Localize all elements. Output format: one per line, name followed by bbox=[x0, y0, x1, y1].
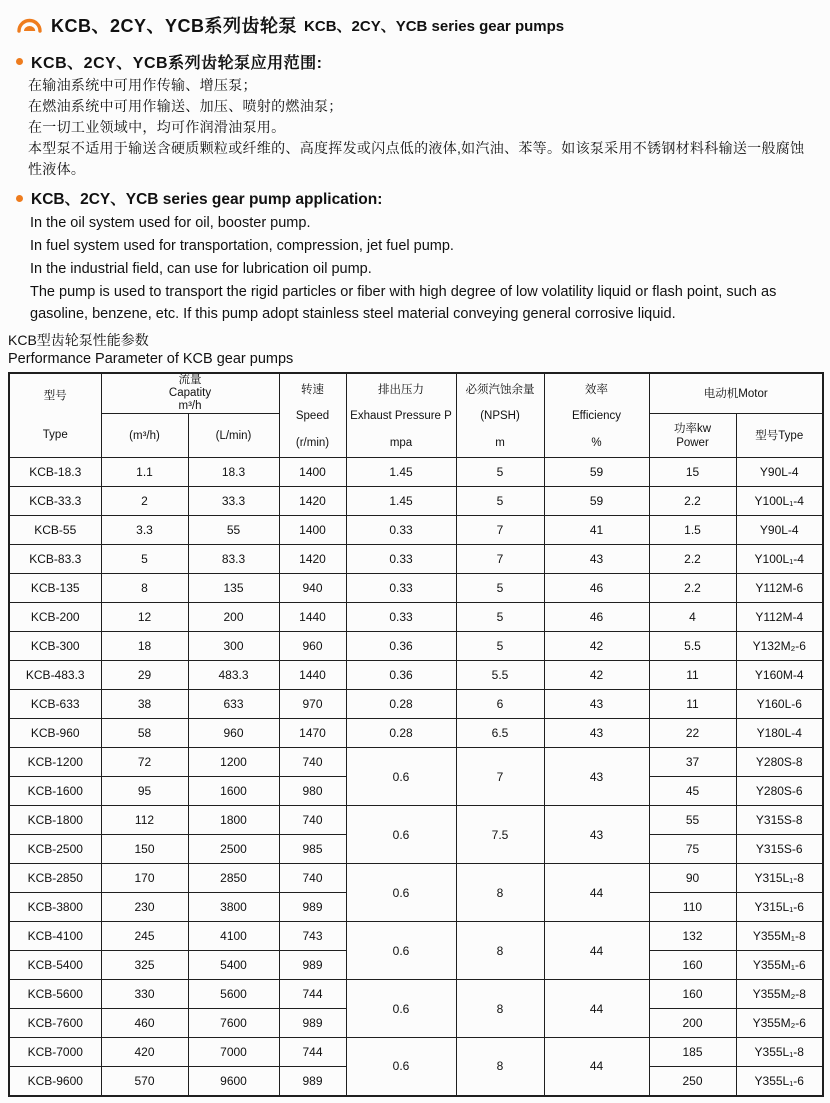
table-cell: 980 bbox=[279, 777, 346, 806]
table-cell: 18.3 bbox=[188, 458, 279, 487]
table-cell: 0.6 bbox=[346, 864, 456, 922]
table-row bbox=[9, 661, 823, 690]
table-cell: 58 bbox=[101, 719, 188, 748]
table-cell: KCB-5600 bbox=[9, 980, 101, 1009]
table-cell: 5.5 bbox=[456, 661, 544, 690]
table-cell: Y315L₁-8 bbox=[736, 864, 823, 893]
en-paragraph: The pump is used to transport the rigid particles or fiber with high degree of low volatility liquid or flash point, such as gasoline, benzene, etc. If this pump adopt stainless steel material conveying general corrosive liquid. bbox=[30, 284, 777, 322]
table-row bbox=[9, 719, 823, 748]
table-cell: 1470 bbox=[279, 719, 346, 748]
table-cell: 160 bbox=[649, 951, 736, 980]
col-header-m3h: (m³/h) bbox=[101, 414, 188, 458]
table-cell: 72 bbox=[101, 748, 188, 777]
table-cell: 6 bbox=[456, 690, 544, 719]
table-cell: 7000 bbox=[188, 1038, 279, 1067]
table-cell: 110 bbox=[649, 893, 736, 922]
table-cell: Y180L-4 bbox=[736, 719, 823, 748]
brand-arc-icon bbox=[16, 17, 43, 34]
table-cell: 0.6 bbox=[346, 1038, 456, 1096]
table-cell: 570 bbox=[101, 1067, 188, 1096]
table-cell: 5400 bbox=[188, 951, 279, 980]
table-cell: KCB-83.3 bbox=[9, 545, 101, 574]
table-cell: 43 bbox=[544, 806, 649, 864]
table-cell: 1.5 bbox=[649, 516, 736, 545]
section-body-cn bbox=[28, 75, 830, 180]
table-cell: 740 bbox=[279, 748, 346, 777]
table-cell: 11 bbox=[649, 661, 736, 690]
table-cell: 5 bbox=[456, 574, 544, 603]
table-cell: 460 bbox=[101, 1009, 188, 1038]
table-cell: 38 bbox=[101, 690, 188, 719]
col-header-type: 型号 Type bbox=[9, 373, 101, 458]
table-cell: Y160M-4 bbox=[736, 661, 823, 690]
table-cell: KCB-9600 bbox=[9, 1067, 101, 1096]
table-cell: 5 bbox=[101, 545, 188, 574]
table-cell: 3.3 bbox=[101, 516, 188, 545]
table-cell: 46 bbox=[544, 603, 649, 632]
table-cell: 744 bbox=[279, 980, 346, 1009]
table-cell: KCB-4100 bbox=[9, 922, 101, 951]
col-header-motor: 电动机Motor bbox=[649, 373, 823, 414]
table-cell: 940 bbox=[279, 574, 346, 603]
table-cell: 8 bbox=[101, 574, 188, 603]
table-cell: 0.36 bbox=[346, 661, 456, 690]
table-cell: 5 bbox=[456, 458, 544, 487]
table-cell: Y90L-4 bbox=[736, 516, 823, 545]
table-body bbox=[9, 458, 823, 1096]
table-cell: 7.5 bbox=[456, 806, 544, 864]
table-row bbox=[9, 603, 823, 632]
table-cell: 75 bbox=[649, 835, 736, 864]
table-cell: Y112M-4 bbox=[736, 603, 823, 632]
table-cell: 0.6 bbox=[346, 922, 456, 980]
table-cell: 989 bbox=[279, 893, 346, 922]
table-cell: 22 bbox=[649, 719, 736, 748]
table-cell: 44 bbox=[544, 864, 649, 922]
table-row bbox=[9, 864, 823, 893]
table-cell: 7 bbox=[456, 748, 544, 806]
table-cell: 200 bbox=[649, 1009, 736, 1038]
table-cell: KCB-33.3 bbox=[9, 487, 101, 516]
table-row bbox=[9, 487, 823, 516]
table-cell: 8 bbox=[456, 922, 544, 980]
table-cell: KCB-135 bbox=[9, 574, 101, 603]
table-cell: 230 bbox=[101, 893, 188, 922]
table-cell: 1420 bbox=[279, 545, 346, 574]
table-cell: 5 bbox=[456, 632, 544, 661]
en-line: In the industrial field, can use for lubrication oil pump. bbox=[30, 261, 372, 277]
table-cell: 985 bbox=[279, 835, 346, 864]
table-cell: 0.33 bbox=[346, 516, 456, 545]
cn-line: 在输油系统中可用作传输、增压泵； bbox=[28, 77, 257, 93]
page-title-en: KCB、2CY、YCB series gear pumps bbox=[304, 17, 565, 35]
table-cell: KCB-2850 bbox=[9, 864, 101, 893]
table-cell: KCB-2500 bbox=[9, 835, 101, 864]
table-cell: 170 bbox=[101, 864, 188, 893]
table-cell: 2500 bbox=[188, 835, 279, 864]
table-cell: 42 bbox=[544, 661, 649, 690]
table-cell: 6.5 bbox=[456, 719, 544, 748]
table-cell: 185 bbox=[649, 1038, 736, 1067]
table-cell: 18 bbox=[101, 632, 188, 661]
table-cell: 5 bbox=[456, 603, 544, 632]
table-cell: 4 bbox=[649, 603, 736, 632]
table-cell: 989 bbox=[279, 951, 346, 980]
table-cell: 1.45 bbox=[346, 458, 456, 487]
table-cell: 200 bbox=[188, 603, 279, 632]
table-cell: KCB-300 bbox=[9, 632, 101, 661]
table-cell: 160 bbox=[649, 980, 736, 1009]
col-header-lmin: (L/min) bbox=[188, 414, 279, 458]
table-cell: 95 bbox=[101, 777, 188, 806]
bullet-icon bbox=[16, 195, 23, 202]
table-cell: 46 bbox=[544, 574, 649, 603]
col-header-npsh: 必须汽蚀余量 (NPSH) m bbox=[456, 373, 544, 458]
table-cell: Y132M₂-6 bbox=[736, 632, 823, 661]
table-cell: 744 bbox=[279, 1038, 346, 1067]
table-cell: 11 bbox=[649, 690, 736, 719]
table-row bbox=[9, 545, 823, 574]
table-cell: 960 bbox=[188, 719, 279, 748]
table-cell: 1400 bbox=[279, 516, 346, 545]
table-cell: 135 bbox=[188, 574, 279, 603]
table-cell: 1200 bbox=[188, 748, 279, 777]
table-cell: 740 bbox=[279, 864, 346, 893]
table-cell: 1420 bbox=[279, 487, 346, 516]
table-cell: KCB-7600 bbox=[9, 1009, 101, 1038]
table-cell: Y355M₁-6 bbox=[736, 951, 823, 980]
table-cell: 8 bbox=[456, 1038, 544, 1096]
table-cell: 3800 bbox=[188, 893, 279, 922]
table-cell: 960 bbox=[279, 632, 346, 661]
table-cell: 1.45 bbox=[346, 487, 456, 516]
table-row bbox=[9, 1038, 823, 1067]
table-cell: KCB-3800 bbox=[9, 893, 101, 922]
table-cell: KCB-1800 bbox=[9, 806, 101, 835]
table-cell: 41 bbox=[544, 516, 649, 545]
table-cell: 33.3 bbox=[188, 487, 279, 516]
table-row bbox=[9, 458, 823, 487]
table-cell: 245 bbox=[101, 922, 188, 951]
table-cell: 55 bbox=[649, 806, 736, 835]
table-cell: 325 bbox=[101, 951, 188, 980]
section-body-en bbox=[30, 212, 830, 325]
table-cell: 0.28 bbox=[346, 719, 456, 748]
table-cell: 0.6 bbox=[346, 980, 456, 1038]
table-cell: 59 bbox=[544, 458, 649, 487]
table-cell: 0.33 bbox=[346, 574, 456, 603]
en-line: In the oil system used for oil, booster pump. bbox=[30, 215, 311, 231]
table-cell: 45 bbox=[649, 777, 736, 806]
table-cell: 43 bbox=[544, 690, 649, 719]
table-cell: 0.33 bbox=[346, 545, 456, 574]
table-row bbox=[9, 690, 823, 719]
table-cell: 7 bbox=[456, 545, 544, 574]
col-header-pressure: 排出压力 Exhaust Pressure P mpa bbox=[346, 373, 456, 458]
table-cell: KCB-7000 bbox=[9, 1038, 101, 1067]
table-cell: 150 bbox=[101, 835, 188, 864]
table-cell: Y355L₁-6 bbox=[736, 1067, 823, 1096]
table-row bbox=[9, 980, 823, 1009]
page-header bbox=[16, 12, 830, 38]
table-cell: Y355M₂-8 bbox=[736, 980, 823, 1009]
table-cell: 8 bbox=[456, 864, 544, 922]
table-title-en: Performance Parameter of KCB gear pumps bbox=[8, 351, 294, 367]
table-row bbox=[9, 748, 823, 777]
table-cell: 37 bbox=[649, 748, 736, 777]
table-cell: 5600 bbox=[188, 980, 279, 1009]
col-header-efficiency: 效率 Efficiency % bbox=[544, 373, 649, 458]
col-header-power: 功率kw Power bbox=[649, 414, 736, 458]
table-cell: Y100L₁-4 bbox=[736, 487, 823, 516]
table-cell: Y315S-6 bbox=[736, 835, 823, 864]
table-cell: 1.1 bbox=[101, 458, 188, 487]
table-cell: Y160L-6 bbox=[736, 690, 823, 719]
table-row bbox=[9, 806, 823, 835]
section-heading-cn-label: KCB、2CY、YCB系列齿轮泵应用范围: bbox=[31, 55, 323, 72]
table-cell: 740 bbox=[279, 806, 346, 835]
table-cell: 43 bbox=[544, 748, 649, 806]
table-cell: 0.6 bbox=[346, 806, 456, 864]
table-cell: 7 bbox=[456, 516, 544, 545]
table-cell: 7600 bbox=[188, 1009, 279, 1038]
table-cell: Y280S-6 bbox=[736, 777, 823, 806]
table-cell: 330 bbox=[101, 980, 188, 1009]
table-cell: 43 bbox=[544, 719, 649, 748]
table-cell: 743 bbox=[279, 922, 346, 951]
table-cell: Y315L₁-6 bbox=[736, 893, 823, 922]
table-cell: 44 bbox=[544, 980, 649, 1038]
table-cell: KCB-5400 bbox=[9, 951, 101, 980]
col-header-motor-type: 型号Type bbox=[736, 414, 823, 458]
table-cell: 483.3 bbox=[188, 661, 279, 690]
table-cell: 42 bbox=[544, 632, 649, 661]
cn-line: 在一切工业领域中，均可作润滑油泵用。 bbox=[28, 119, 286, 135]
table-cell: KCB-1600 bbox=[9, 777, 101, 806]
table-cell: 2.2 bbox=[649, 574, 736, 603]
table-cell: 112 bbox=[101, 806, 188, 835]
table-cell: 0.6 bbox=[346, 748, 456, 806]
table-cell: 0.28 bbox=[346, 690, 456, 719]
table-cell: KCB-18.3 bbox=[9, 458, 101, 487]
table-cell: KCB-483.3 bbox=[9, 661, 101, 690]
table-cell: 970 bbox=[279, 690, 346, 719]
table-cell: 633 bbox=[188, 690, 279, 719]
table-cell: 8 bbox=[456, 980, 544, 1038]
table-cell: 0.33 bbox=[346, 603, 456, 632]
en-line: In fuel system used for transportation, compression, jet fuel pump. bbox=[30, 238, 454, 254]
table-cell: 2850 bbox=[188, 864, 279, 893]
table-cell: 1400 bbox=[279, 458, 346, 487]
table-cell: 2 bbox=[101, 487, 188, 516]
col-header-speed: 转速 Speed (r/min) bbox=[279, 373, 346, 458]
table-cell: 55 bbox=[188, 516, 279, 545]
table-row bbox=[9, 922, 823, 951]
table-cell: 15 bbox=[649, 458, 736, 487]
table-cell: 9600 bbox=[188, 1067, 279, 1096]
table-cell: KCB-200 bbox=[9, 603, 101, 632]
section-heading-en-label: KCB、2CY、YCB series gear pump application: bbox=[31, 191, 383, 208]
table-cell: 250 bbox=[649, 1067, 736, 1096]
bullet-icon bbox=[16, 58, 23, 65]
table-cell: 2.2 bbox=[649, 487, 736, 516]
table-cell: 44 bbox=[544, 1038, 649, 1096]
table-cell: KCB-633 bbox=[9, 690, 101, 719]
table-cell: 132 bbox=[649, 922, 736, 951]
table-cell: Y90L-4 bbox=[736, 458, 823, 487]
table-cell: 300 bbox=[188, 632, 279, 661]
table-cell: Y355M₁-8 bbox=[736, 922, 823, 951]
table-cell: Y315S-8 bbox=[736, 806, 823, 835]
table-cell: 1440 bbox=[279, 603, 346, 632]
cn-line: 在燃油系统中可用作输送、加压、喷射的燃油泵； bbox=[28, 98, 343, 114]
table-cell: Y112M-6 bbox=[736, 574, 823, 603]
table-row bbox=[9, 574, 823, 603]
page-title-cn: KCB、2CY、YCB系列齿轮泵 bbox=[51, 16, 298, 36]
section-heading-cn bbox=[16, 50, 830, 73]
table-cell: 989 bbox=[279, 1009, 346, 1038]
table-cell: 2.2 bbox=[649, 545, 736, 574]
table-cell: 44 bbox=[544, 922, 649, 980]
table-cell: 90 bbox=[649, 864, 736, 893]
section-heading-en bbox=[16, 187, 830, 209]
table-cell: 1440 bbox=[279, 661, 346, 690]
cn-line: 本型泵不适用于输送含硬质颗粒或纤维的、高度挥发或闪点低的液体,如汽油、苯等。如该泵采用不锈钢材料科输送一般腐蚀性液体。 bbox=[28, 140, 805, 177]
table-cell: 59 bbox=[544, 487, 649, 516]
table-cell: 0.36 bbox=[346, 632, 456, 661]
table-cell: 1800 bbox=[188, 806, 279, 835]
performance-table bbox=[8, 372, 824, 1097]
table-cell: Y100L₁-4 bbox=[736, 545, 823, 574]
table-title-cn: KCB型齿轮泵性能参数 bbox=[8, 332, 149, 348]
table-row bbox=[9, 516, 823, 545]
table-cell: 5.5 bbox=[649, 632, 736, 661]
table-cell: KCB-1200 bbox=[9, 748, 101, 777]
table-cell: 43 bbox=[544, 545, 649, 574]
table-cell: 1600 bbox=[188, 777, 279, 806]
table-cell: Y355M₂-6 bbox=[736, 1009, 823, 1038]
table-cell: Y355L₁-8 bbox=[736, 1038, 823, 1067]
table-cell: 12 bbox=[101, 603, 188, 632]
table-row bbox=[9, 632, 823, 661]
col-header-capacity: 流量 Capatity m³/h bbox=[101, 373, 279, 414]
table-cell: KCB-55 bbox=[9, 516, 101, 545]
table-cell: 5 bbox=[456, 487, 544, 516]
table-cell: 989 bbox=[279, 1067, 346, 1096]
table-cell: 4100 bbox=[188, 922, 279, 951]
table-cell: 83.3 bbox=[188, 545, 279, 574]
table-cell: 29 bbox=[101, 661, 188, 690]
table-cell: 420 bbox=[101, 1038, 188, 1067]
table-cell: Y280S-8 bbox=[736, 748, 823, 777]
table-cell: KCB-960 bbox=[9, 719, 101, 748]
